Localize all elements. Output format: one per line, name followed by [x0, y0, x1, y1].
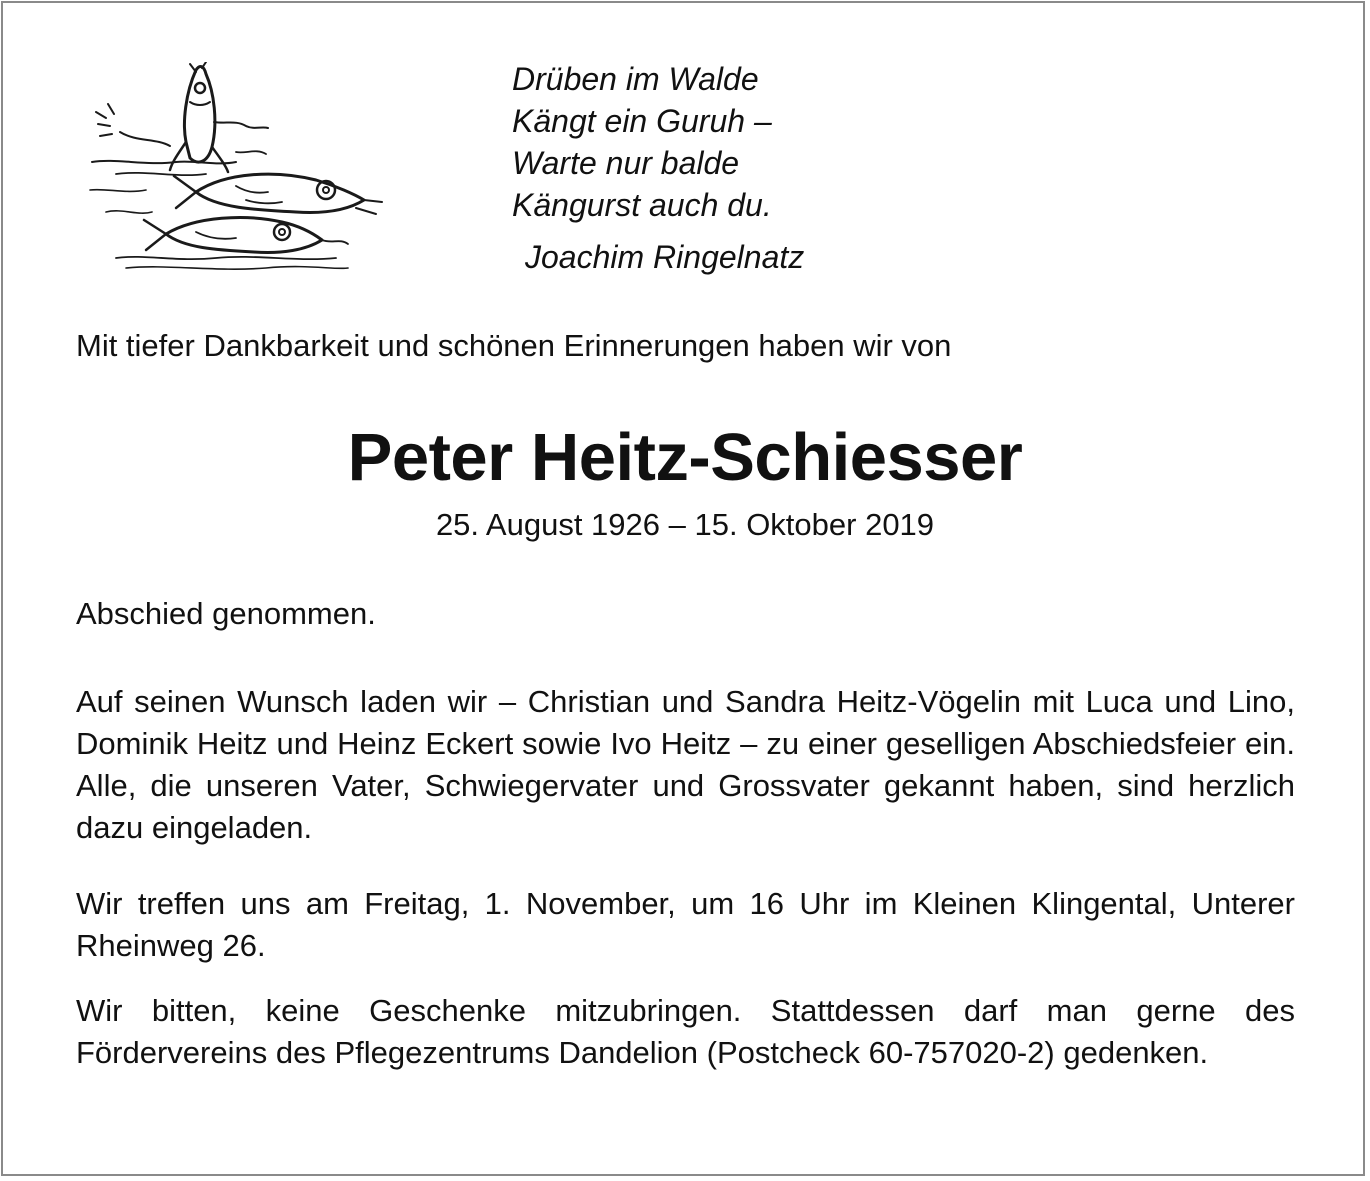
poem-line: Kängt ein Guruh – [512, 103, 772, 139]
meeting-paragraph: Wir treffen uns am Freitag, 1. November, um 16 Uhr im Kleinen Klingental, Unterer Rheinweg 26. [76, 886, 1295, 963]
poem-author: Joachim Ringelnatz [525, 239, 805, 275]
farewell-text: Abschied genommen. [76, 596, 376, 631]
intro-text: Mit tiefer Dankbarkeit und schönen Erinnerungen haben wir von [76, 328, 952, 363]
poem [512, 58, 772, 226]
life-dates: 25. August 1926 – 15. Oktober 2019 [435, 507, 935, 542]
poem-line: Kängurst auch du. [512, 187, 772, 223]
deceased-name: Peter Heitz-Schiesser [347, 420, 1023, 495]
poem-line: Drüben im Walde [512, 61, 759, 97]
fish-sketch-icon [86, 62, 391, 277]
poem-line: Warte nur balde [512, 145, 740, 181]
invitation-paragraph: Auf seinen Wunsch laden wir – Christian und Sandra Heitz-Vögelin mit Luca und Lino, Dominik Heitz und Heinz Eckert sowie Ivo Heitz – zu einer geselligen Abschiedsfeier ein. Alle, die unseren Vater, Schwiegervater und Grossvater gekannt haben, sind herzlich dazu eingeladen. [76, 684, 1295, 845]
donation-paragraph: Wir bitten, keine Geschenke mitzubringen. Stattdessen darf man gerne des Fördervereins des Pflegezentrums Dandelion (Postcheck 60-757020-2) gedenken. [76, 993, 1295, 1070]
